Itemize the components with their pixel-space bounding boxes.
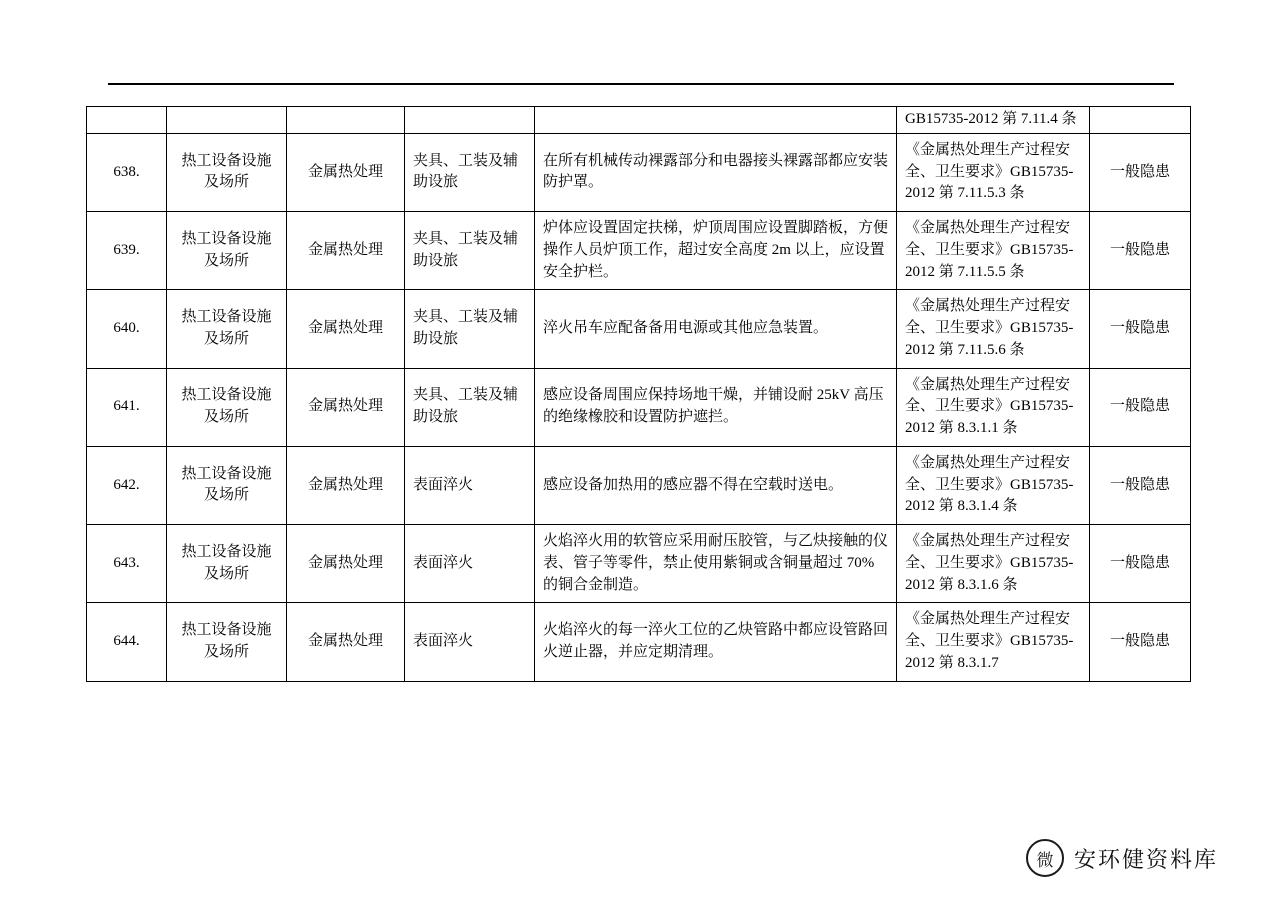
cell-number: 638.: [87, 133, 167, 211]
cell-facility: 表面淬火: [405, 525, 535, 603]
table-row: [87, 133, 1191, 211]
cell-facility: 夹具、工装及辅助设旅: [405, 133, 535, 211]
cell-reference: 《金属热处理生产过程安全、卫生要求》GB15735-2012 第 7.11.5.3 条: [897, 133, 1090, 211]
hazard-table-container: [86, 106, 1190, 682]
cell-category: 热工设备设施及场所: [167, 212, 287, 290]
cell-reference: GB15735-2012 第 7.11.4 条: [897, 107, 1090, 134]
wechat-logo-icon: 微: [1026, 839, 1064, 877]
cell-level: 一般隐患: [1090, 133, 1191, 211]
cell-number: 639.: [87, 212, 167, 290]
table-body: [87, 107, 1191, 682]
cell-category: 热工设备设施及场所: [167, 368, 287, 446]
page-header-rule: [108, 83, 1174, 85]
cell-level: 一般隐患: [1090, 446, 1191, 524]
watermark-logo: [1026, 839, 1218, 877]
cell-reference: 《金属热处理生产过程安全、卫生要求》GB15735-2012 第 8.3.1.1 条: [897, 368, 1090, 446]
cell-category: [167, 107, 287, 134]
cell-category: 热工设备设施及场所: [167, 525, 287, 603]
cell-facility: 夹具、工装及辅助设旅: [405, 368, 535, 446]
cell-level: 一般隐患: [1090, 290, 1191, 368]
cell-description: 在所有机械传动裸露部分和电器接头裸露部都应安装防护罩。: [535, 133, 897, 211]
cell-category: 热工设备设施及场所: [167, 133, 287, 211]
cell-facility: 表面淬火: [405, 603, 535, 681]
cell-level: 一般隐患: [1090, 212, 1191, 290]
cell-number: 641.: [87, 368, 167, 446]
cell-description: [535, 107, 897, 134]
cell-description: 淬火吊车应配备备用电源或其他应急装置。: [535, 290, 897, 368]
cell-facility: 夹具、工装及辅助设旅: [405, 290, 535, 368]
cell-category: 热工设备设施及场所: [167, 290, 287, 368]
cell-description: 感应设备加热用的感应器不得在空载时送电。: [535, 446, 897, 524]
cell-process: 金属热处理: [287, 525, 405, 603]
cell-process: 金属热处理: [287, 290, 405, 368]
table-row: [87, 290, 1191, 368]
cell-level: 一般隐患: [1090, 603, 1191, 681]
cell-facility: 表面淬火: [405, 446, 535, 524]
cell-process: 金属热处理: [287, 446, 405, 524]
cell-number: 642.: [87, 446, 167, 524]
cell-description: 火焰淬火的每一淬火工位的乙炔管路中都应设管路回火逆止器，并应定期清理。: [535, 603, 897, 681]
hazard-table: [86, 106, 1191, 682]
cell-category: 热工设备设施及场所: [167, 603, 287, 681]
cell-facility: 夹具、工装及辅助设旅: [405, 212, 535, 290]
cell-level: [1090, 107, 1191, 134]
cell-description: 感应设备周围应保持场地干燥，并铺设耐 25kV 高压的绝缘橡胶和设置防护遮拦。: [535, 368, 897, 446]
cell-process: [287, 107, 405, 134]
cell-description: 火焰淬火用的软管应采用耐压胶管，与乙炔接触的仪表、管子等零件，禁止使用紫铜或含铜量超过 70%的铜合金制造。: [535, 525, 897, 603]
table-row: [87, 107, 1191, 134]
cell-process: 金属热处理: [287, 212, 405, 290]
cell-reference: 《金属热处理生产过程安全、卫生要求》GB15735-2012 第 8.3.1.4 条: [897, 446, 1090, 524]
cell-process: 金属热处理: [287, 133, 405, 211]
cell-facility: [405, 107, 535, 134]
cell-reference: 《金属热处理生产过程安全、卫生要求》GB15735-2012 第 7.11.5.6 条: [897, 290, 1090, 368]
watermark-label: 安环健资料库: [1073, 846, 1218, 872]
cell-level: 一般隐患: [1090, 368, 1191, 446]
cell-level: 一般隐患: [1090, 525, 1191, 603]
cell-process: 金属热处理: [287, 603, 405, 681]
table-row: [87, 603, 1191, 681]
cell-number: 644.: [87, 603, 167, 681]
cell-number: 640.: [87, 290, 167, 368]
cell-category: 热工设备设施及场所: [167, 446, 287, 524]
table-row: [87, 212, 1191, 290]
cell-number: 643.: [87, 525, 167, 603]
table-row: [87, 446, 1191, 524]
table-row: [87, 525, 1191, 603]
cell-reference: 《金属热处理生产过程安全、卫生要求》GB15735-2012 第 8.3.1.7: [897, 603, 1090, 681]
cell-reference: 《金属热处理生产过程安全、卫生要求》GB15735-2012 第 8.3.1.6 条: [897, 525, 1090, 603]
cell-number: [87, 107, 167, 134]
cell-process: 金属热处理: [287, 368, 405, 446]
table-row: [87, 368, 1191, 446]
cell-reference: 《金属热处理生产过程安全、卫生要求》GB15735-2012 第 7.11.5.5 条: [897, 212, 1090, 290]
cell-description: 炉体应设置固定扶梯，炉顶周围应设置脚踏板，方便操作人员炉顶工作，超过安全高度 2m 以上，应设置安全护栏。: [535, 212, 897, 290]
